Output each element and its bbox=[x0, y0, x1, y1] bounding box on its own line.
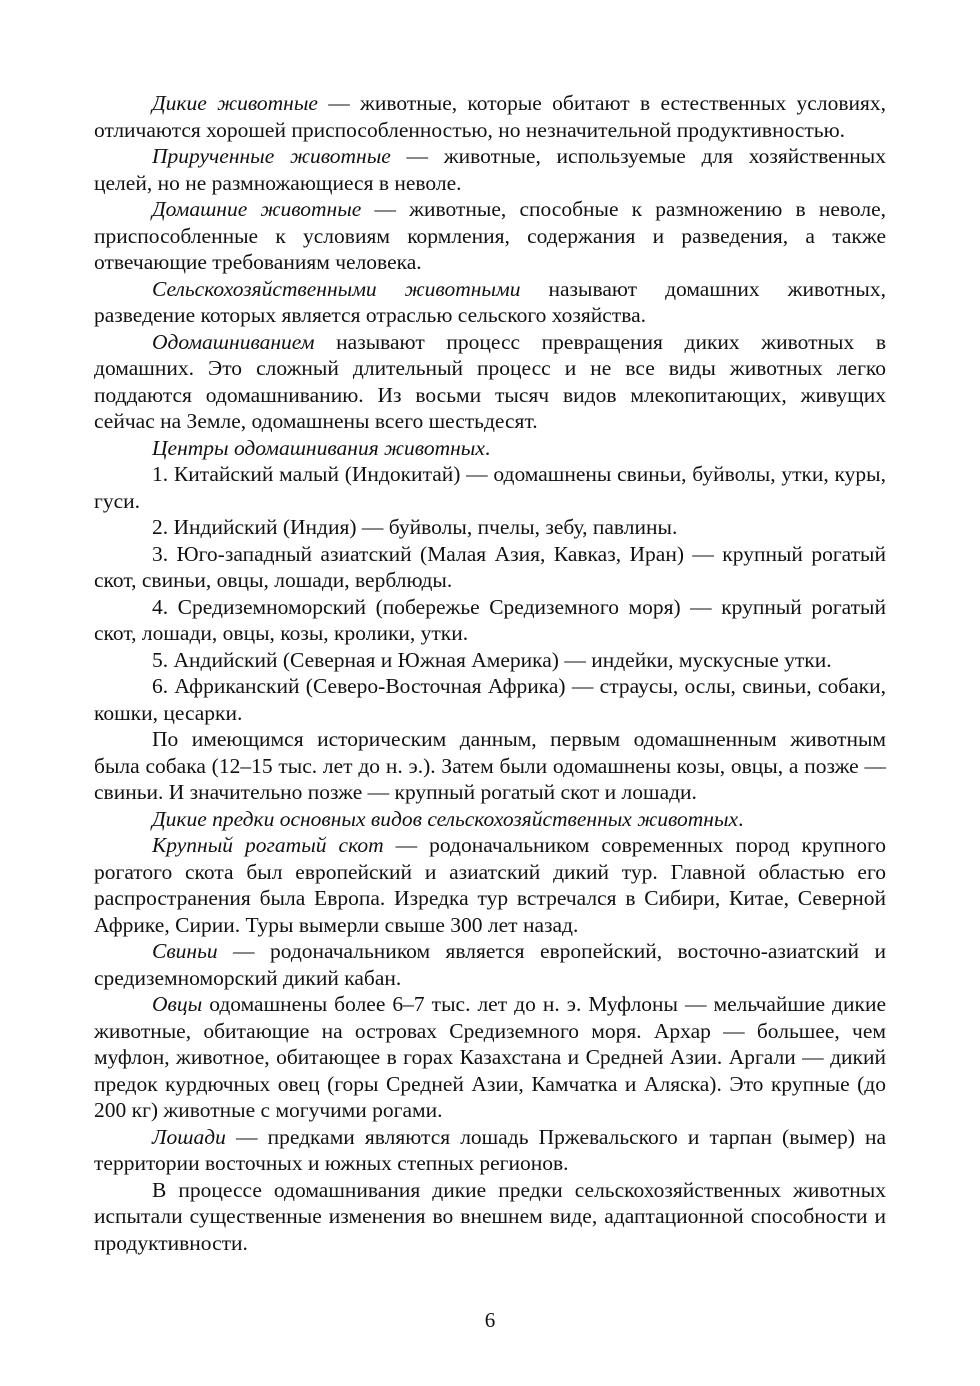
section-heading: Центры одомашнивания животных. bbox=[152, 435, 491, 460]
term: Центры одомашнивания животных bbox=[152, 435, 485, 460]
paragraph: Свиньи — родоначальником является европейский, восточно-азиатский и средиземноморский дикий кабан. bbox=[94, 939, 886, 990]
term: Свиньи bbox=[152, 939, 218, 963]
term: Дикие животные bbox=[152, 91, 318, 115]
paragraph: Прирученные животные — животные, используемые для хозяйственных целей, но не размножающиеся в неволе. bbox=[94, 144, 886, 195]
term: Сельскохозяйственными животными bbox=[152, 276, 521, 301]
term: Дикие предки основных видов сельскохозяйственных животных bbox=[152, 806, 739, 831]
section-heading: Дикие предки основных видов сельскохозяйственных животных. bbox=[152, 806, 744, 831]
paragraph: Домашние животные — животные, способные к размножению в неволе, приспособленные к условиям кормления, содержания и разведения, а также отвечающие требованиям человека. bbox=[94, 197, 886, 274]
list-item: 2. Индийский (Индия) — буйволы, пчелы, зебу, павлины. bbox=[152, 515, 678, 539]
term: Крупный рогатый скот bbox=[152, 833, 384, 857]
paragraph: Овцы одомашнены более 6–7 тыс. лет до н. э. Муфлоны — мельчайшие дикие животные, обитающие на островах Средиземного моря. Архар — большее, чем муфлон, животное, обитающее в горах Казахстана и Средней Азии. Аргали — дикий предок курдючных овец (горы Средней Азии, Камчатка и Аляска). Это крупные (до 200 кг) животные с могучими рогами. bbox=[94, 992, 886, 1122]
paragraph: По имеющимся историческим данным, первым одомашненным животным была собака (12–15 тыс. лет до н. э.). Затем были одомашнены козы, овцы, а позже — свиньи. И значительно позже — крупный рогатый скот и лошади. bbox=[94, 727, 886, 804]
paragraph: Одомашниванием называют процесс превращения диких животных в домашних. Это сложный длительный процесс и не все виды животных легко поддаются одомашниванию. Из восьми тысяч видов млекопитающих, живущих сейчас на Земле, одомашнены всего шестьдесят. bbox=[94, 329, 886, 433]
list-item: 5. Андийский (Северная и Южная Америка) — индейки, мускусные утки. bbox=[152, 647, 832, 672]
paragraph: Лошади — предками являются лошадь Пржевальского и тарпан (вымер) на территории восточных и южных степных регионов. bbox=[94, 1124, 886, 1175]
list-item: 4. Средиземноморский (побережье Средиземного моря) — крупный рогатый скот, лошади, овцы, козы, кролики, утки. bbox=[94, 594, 886, 645]
term: Одомашниванием bbox=[152, 329, 315, 354]
list-item: 3. Юго-западный азиатский (Малая Азия, Кавказ, Иран) — крупный рогатый скот, свиньи, овцы, лошади, верблюды. bbox=[94, 541, 886, 592]
term: Лошади bbox=[152, 1124, 226, 1149]
page-number: 6 bbox=[484, 1308, 496, 1332]
document-body bbox=[94, 90, 886, 1256]
term: Домашние животные bbox=[152, 197, 362, 221]
paragraph: Сельскохозяйственными животными называют домашних животных, разведение которых является отраслью сельского хозяйства. bbox=[94, 276, 886, 327]
term: Овцы bbox=[152, 992, 203, 1016]
term: Прирученные животные bbox=[152, 144, 391, 168]
paragraph: Дикие животные — животные, которые обитают в естественных условиях, отличаются хорошей приспособленностью, но незначительной продуктивностью. bbox=[94, 91, 886, 142]
paragraph: В процессе одомашнивания дикие предки сельскохозяйственных животных испытали существенные изменения во внешнем виде, адаптационной способности и продуктивности. bbox=[94, 1177, 886, 1255]
paragraph: Крупный рогатый скот — родоначальником современных пород крупного рогатого скота был европейский и азиатский дикий тур. Главной областью его распространения была Европа. Изредка тур встречался в Сибири, Китае, Северной Африке, Сирии. Туры вымерли свыше 300 лет назад. bbox=[94, 833, 887, 937]
list-item: 6. Африканский (Северо-Восточная Африка) — страусы, ослы, свиньи, собаки, кошки, цесарки. bbox=[94, 674, 886, 725]
list-item: 1. Китайский малый (Индокитай) — одомашнены свиньи, буйволы, утки, куры, гуси. bbox=[94, 462, 886, 513]
